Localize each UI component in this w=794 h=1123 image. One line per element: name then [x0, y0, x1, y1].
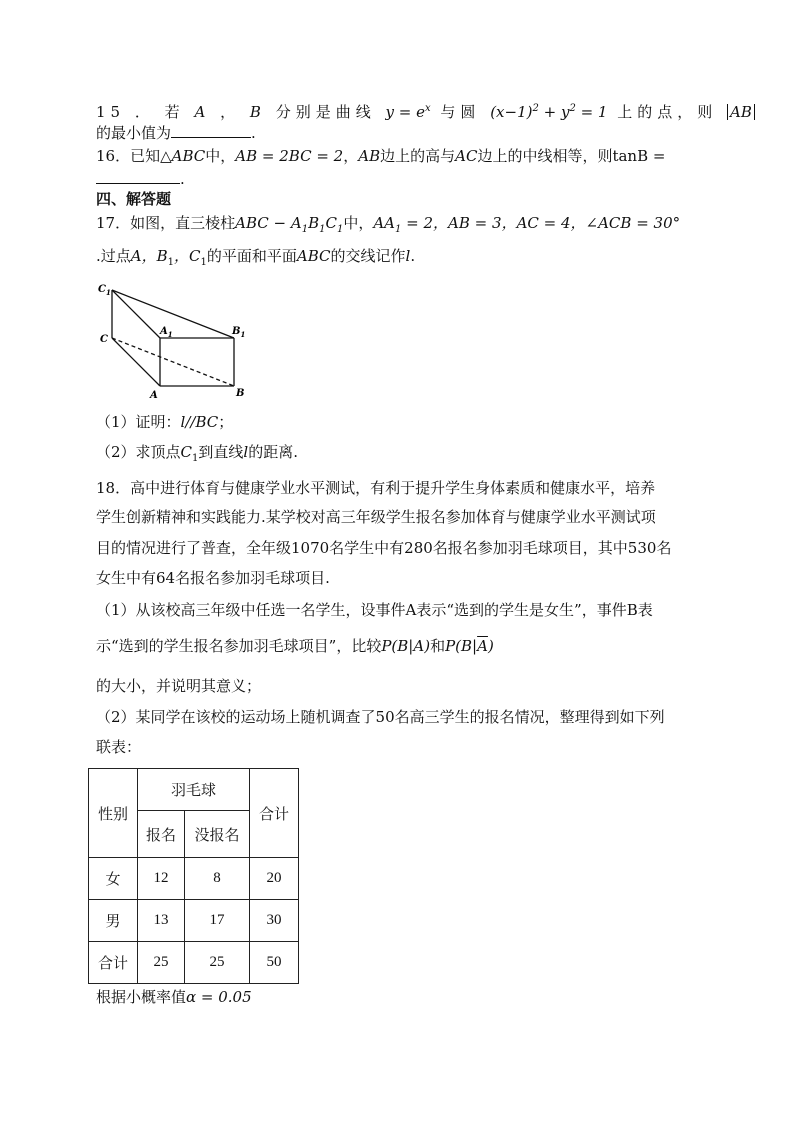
cell-not-signed: 17: [185, 900, 250, 942]
q18-p2-bar: $\overline{A}$: [477, 637, 488, 655]
q17-prism-b: B: [308, 214, 320, 232]
q15-circle-b: + y: [538, 103, 570, 121]
table-row: [89, 942, 299, 984]
label-c: C: [100, 334, 108, 345]
q16-text-c: ，: [343, 147, 359, 165]
row-label: 女: [89, 858, 138, 900]
q18-line7: 的大小，并说明其意义；: [96, 677, 262, 695]
q15-var-a: A: [194, 103, 211, 121]
prism-figure: [96, 280, 266, 402]
q18-line6-and: 和: [430, 637, 446, 655]
q17-line2-points: A，B: [130, 247, 168, 265]
q17-angle: ，∠ACB = 30°: [570, 214, 681, 232]
q15-text-b: 分别是曲线: [275, 103, 376, 121]
q17-part2-l: l: [243, 443, 249, 461]
label-c1-letter: C: [98, 284, 106, 295]
q15-line2: [96, 122, 256, 144]
q16-text-d: 边上的高与: [380, 147, 456, 165]
cell-total: 30: [250, 900, 299, 942]
q15-sep: ．: [134, 103, 155, 121]
q18-footer-text: 根据小概率值: [96, 988, 187, 1006]
q18-p2-a: P(B|: [445, 637, 478, 655]
q16-text-a: 已知: [130, 147, 161, 165]
q15-circle-sup2: 2: [569, 103, 576, 114]
cell-signed: 12: [138, 858, 185, 900]
q15-var-b: B: [249, 103, 266, 121]
q17-ac: ，AC = 4: [501, 214, 571, 232]
q17-part1-label: （1）证明：: [96, 413, 181, 431]
q17-text-a: 如图，直三棱柱: [130, 214, 236, 232]
q15-curve: [386, 103, 431, 121]
q17-prism-a: ABC − A: [235, 214, 302, 232]
q18-p2-b: ): [487, 637, 494, 655]
q17-line2-c: ，C: [174, 247, 201, 265]
q17-prism: [235, 214, 344, 235]
header-signed: 报名: [138, 811, 185, 858]
q16-line1: [96, 145, 665, 167]
label-a1-sub: 1: [167, 330, 173, 339]
q17-line2-end: .: [410, 247, 416, 265]
q16-sep: ．: [115, 147, 131, 165]
header-total: 合计: [250, 769, 299, 858]
cell-total: 20: [250, 858, 299, 900]
q17-line1: [96, 212, 680, 241]
q15-comma: ，: [220, 103, 241, 121]
q17-line2-d: 的交线记作: [330, 247, 406, 265]
q16-number: 16: [96, 147, 116, 165]
q17-number: 17: [96, 214, 116, 232]
cell-signed: 13: [138, 900, 185, 942]
q16-ab: AB: [358, 147, 381, 165]
cell-not-signed: 25: [185, 942, 250, 984]
q17-sub3: 1: [336, 224, 344, 235]
q16-ac: AC: [455, 147, 478, 165]
q17-part2-sub: 1: [192, 453, 199, 464]
q17-sub2: 1: [319, 224, 326, 235]
q15-curve-base: y = e: [385, 103, 425, 121]
label-a1: [159, 326, 173, 339]
q17-ab: ，AB = 3: [433, 214, 502, 232]
q18-footer-alpha: α = 0.05: [186, 988, 252, 1006]
q18-line6: [96, 635, 494, 657]
q17-aa1-val: = 2: [401, 214, 434, 232]
label-c1-sub: 1: [105, 288, 111, 297]
q18-line4: 女生中有64名报名参加羽毛球项目.: [96, 569, 330, 587]
q18-line8: （2）某同学在该校的运动场上随机调查了50名高三学生的报名情况，整理得到如下列: [96, 708, 665, 726]
contingency-table: [88, 768, 299, 984]
table-header-row: [89, 769, 299, 811]
q16-tan: tanB =: [612, 147, 666, 165]
q18-line6-text: 示“选到的学生报名参加羽毛球项目”，比较: [96, 637, 382, 655]
q16-text-b: 中，: [205, 147, 236, 165]
q17-line-l: l: [405, 247, 411, 265]
q17-line2-b: 的平面和平面: [206, 247, 297, 265]
edge-c1-b1: [112, 290, 234, 338]
table-row: [89, 900, 299, 942]
row-label: 男: [89, 900, 138, 942]
q17-text-b: 中，: [343, 214, 374, 232]
q18-line2: 学生创新精神和实践能力.某学校对高三年级学生报名参加体育与健康学业水平测试项: [96, 508, 656, 526]
q17-sub1: 1: [301, 224, 309, 235]
q16-answer-blank[interactable]: [96, 169, 180, 184]
q15-line2-text: 的最小值为: [96, 124, 172, 142]
cell-signed: 25: [138, 942, 185, 984]
q17-part2-end: 的距离.: [248, 443, 299, 461]
q17-aa1-sub: 1: [395, 224, 402, 235]
q18-prob-b-given-a: P(B|A): [381, 637, 431, 655]
q15-curve-exp: x: [424, 103, 431, 114]
q17-part2: [96, 441, 298, 470]
q15-circle: [490, 103, 607, 121]
label-c1: [98, 284, 111, 297]
header-gender: 性别: [89, 769, 138, 858]
q16-text-e: 边上的中线相等，则: [477, 147, 613, 165]
q17-part2-text: 到直线: [198, 443, 244, 461]
edge-c-a: [112, 338, 160, 386]
q15-line1: [96, 98, 755, 123]
q15-text-a: 若: [164, 103, 185, 121]
q15-answer-blank[interactable]: [171, 123, 251, 138]
q17-part1-end: ；: [218, 413, 234, 431]
q15-circle-sup1: 2: [532, 103, 539, 114]
q17-part2-label: （2）求顶点: [96, 443, 181, 461]
q16-triangle: △ABC: [160, 147, 206, 165]
q15-abs-ab: AB: [727, 104, 755, 120]
table-row: [89, 858, 299, 900]
header-badminton: 羽毛球: [138, 769, 250, 811]
q17-sep: ．: [115, 214, 131, 232]
q15-number: 15: [96, 103, 126, 121]
label-b1-sub: 1: [240, 330, 246, 339]
q15-text-c: 与圆: [440, 103, 481, 121]
row-label: 合计: [89, 942, 138, 984]
q17-part2-c: C: [180, 443, 193, 461]
q17-part1-expr: l//BC: [180, 413, 219, 431]
q17-line2-sub2: 1: [200, 257, 207, 268]
header-not-signed: 没报名: [185, 811, 250, 858]
edge-c-b-hidden: [112, 338, 234, 386]
q18-footer: [96, 986, 252, 1008]
q17-plane: ABC: [296, 247, 331, 265]
q17-line2-a: .过点: [96, 247, 131, 265]
q17-prism-c: C: [325, 214, 337, 232]
q17-aa1: [373, 214, 434, 235]
label-a: A: [150, 390, 158, 401]
q15-circle-a: (x−1): [490, 103, 533, 121]
q18-line5: （1）从该校高三年级中任选一名学生，设事件A表示“选到的学生是女生”，事件B表: [96, 601, 653, 619]
q16-equation: AB = 2BC = 2: [235, 147, 344, 165]
q17-line2-sub1: 1: [167, 257, 175, 268]
q16-line2: [96, 168, 185, 190]
q16-end: .: [180, 170, 185, 188]
label-a1-letter: A: [160, 326, 168, 337]
edge-c1-a1: [112, 290, 160, 338]
q17-aa1-base: AA: [373, 214, 396, 232]
q17-line2: [96, 245, 415, 274]
q18-line3: 目的情况进行了普查，全年级1070名学生中有280名报名参加羽毛球项目，其中530名: [96, 539, 672, 557]
q18-prob-b-given-not-a: [445, 637, 494, 655]
label-b: B: [236, 388, 245, 399]
q18-line1: 18．高中进行体育与健康学业水平测试，有利于提升学生身体素质和健康水平，培养: [96, 479, 656, 497]
q15-end: .: [251, 124, 256, 142]
cell-total: 50: [250, 942, 299, 984]
label-b1-letter: B: [232, 326, 241, 337]
q15-circle-c: = 1: [575, 103, 608, 121]
q15-text-d: 上的点，则: [617, 103, 718, 121]
cell-not-signed: 8: [185, 858, 250, 900]
q17-part1: [96, 411, 233, 433]
section-4-title: 四、解答题: [96, 190, 172, 208]
q18-line9: 联表：: [96, 738, 142, 756]
